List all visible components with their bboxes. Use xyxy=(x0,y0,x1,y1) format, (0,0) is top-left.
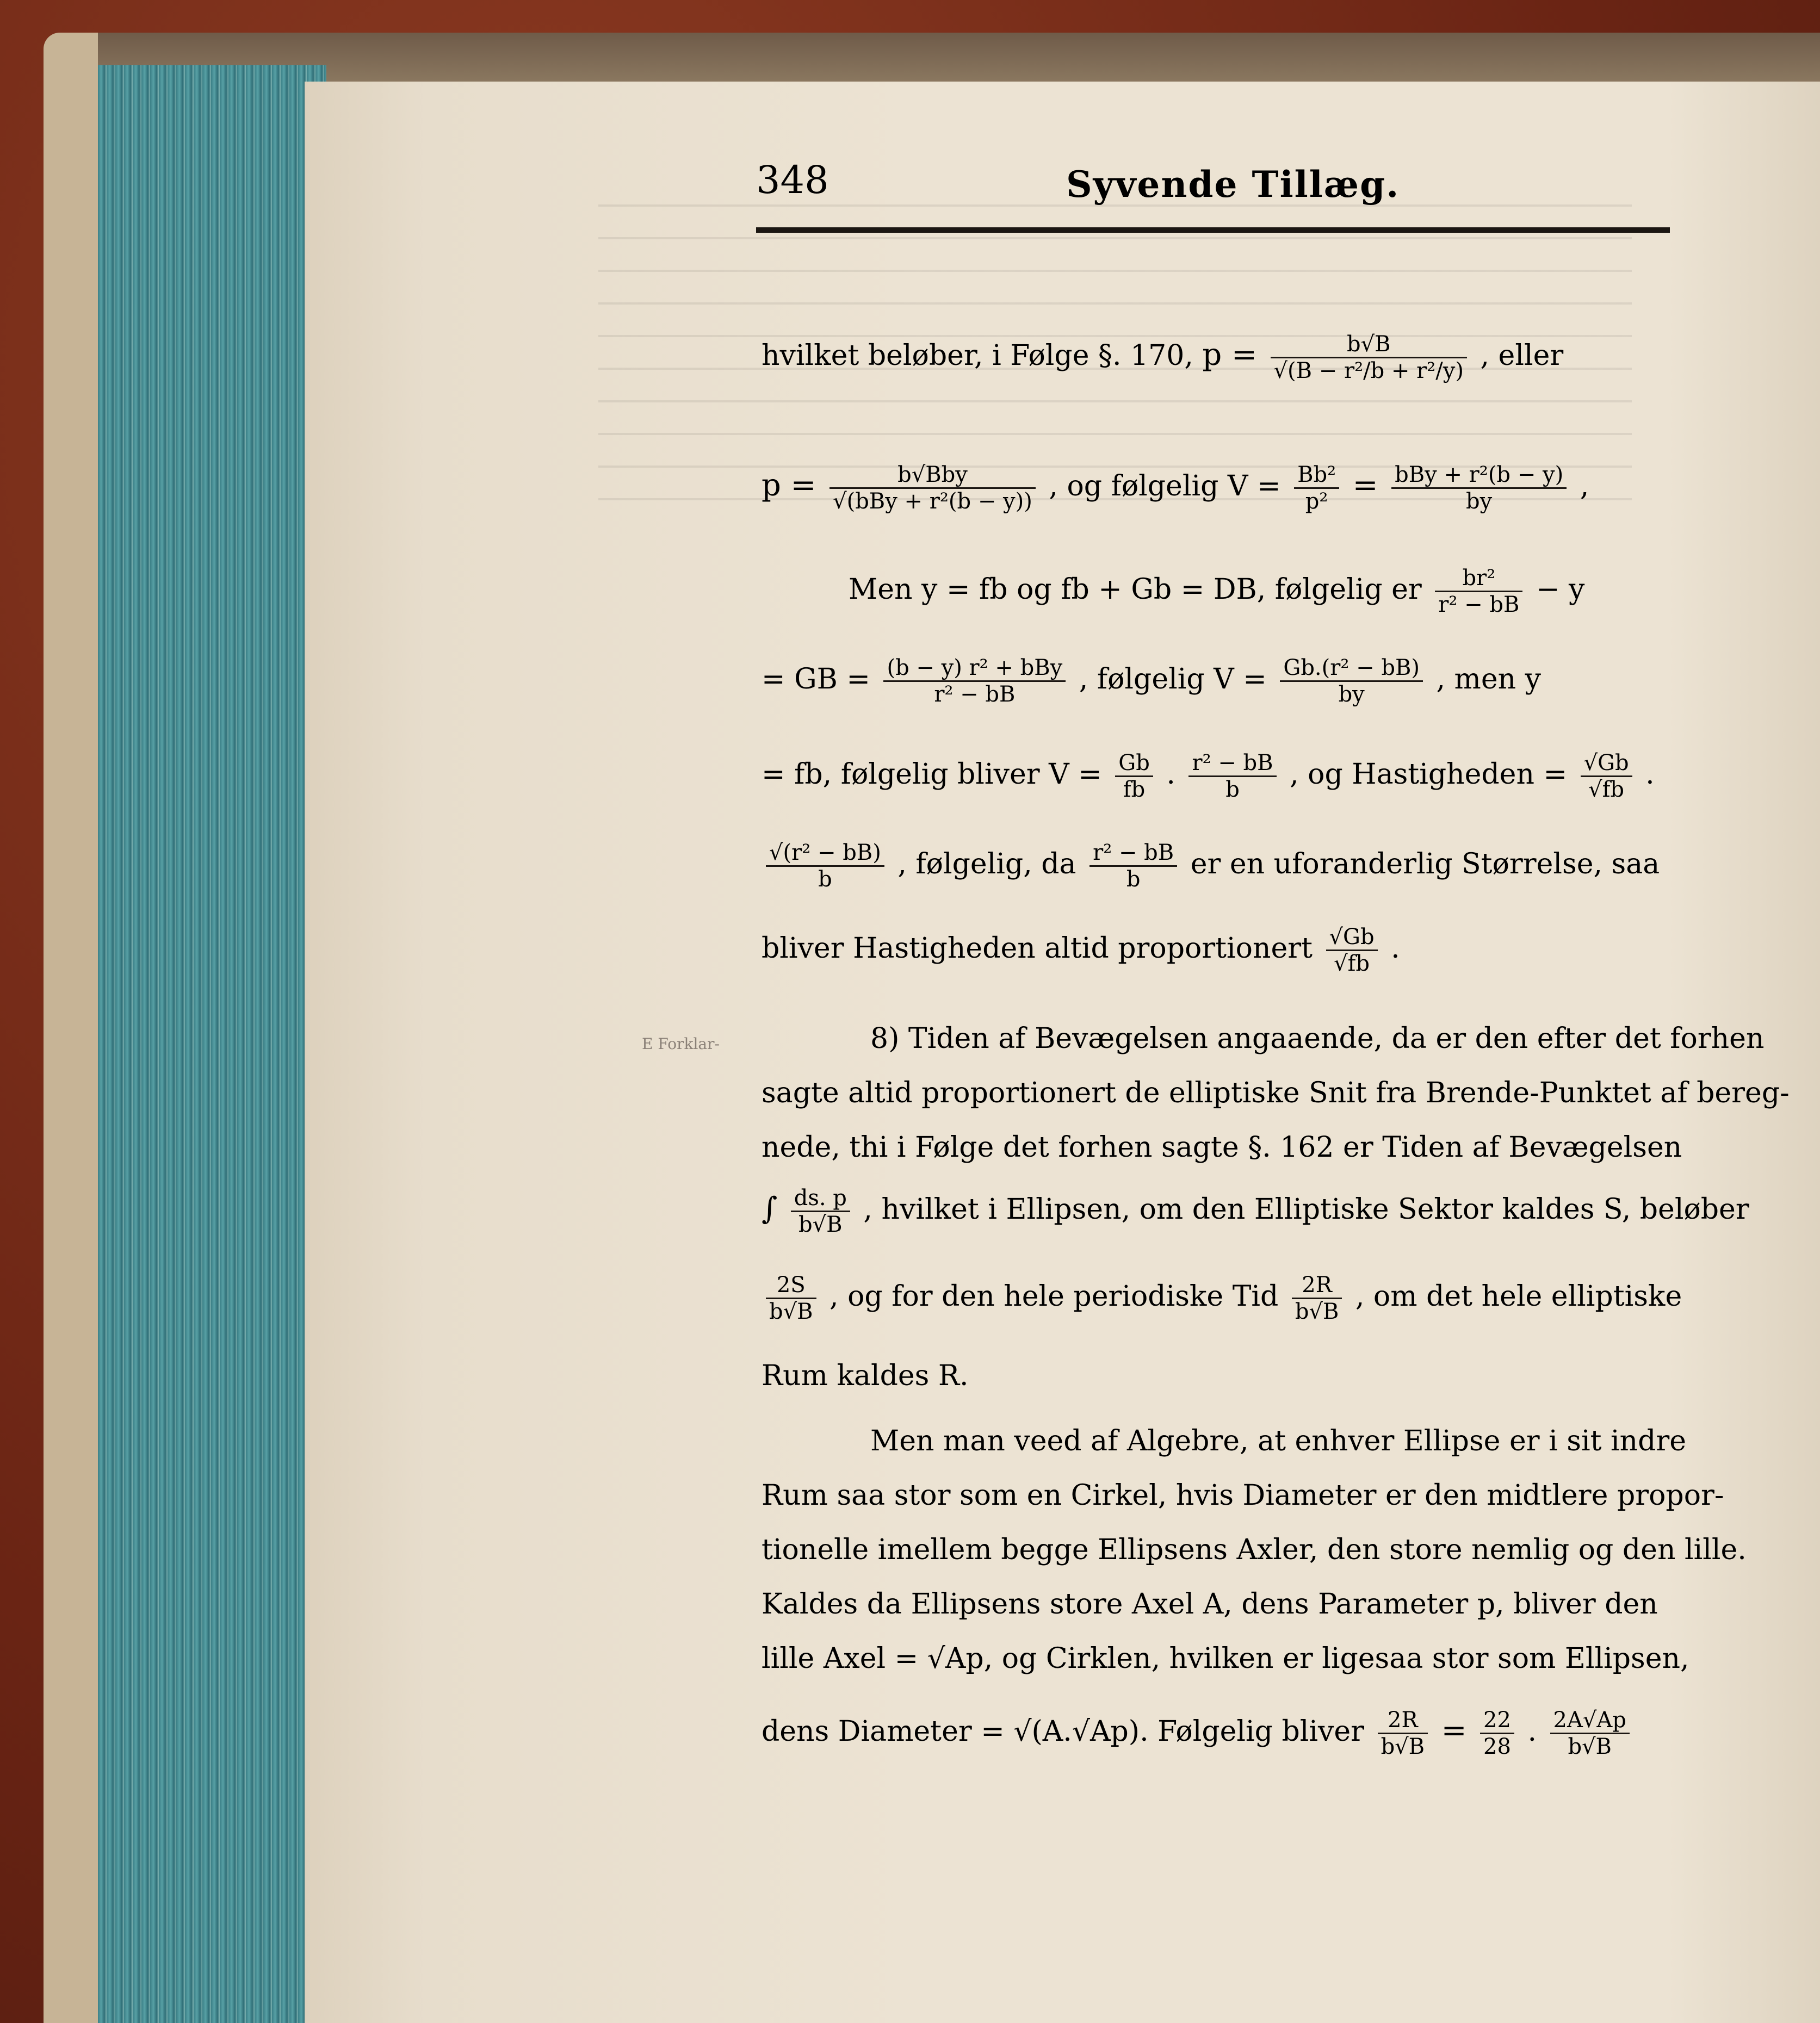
text: , og for den hele periodiske Tid xyxy=(829,1280,1279,1313)
fraction xyxy=(1550,1708,1630,1759)
text: , men y xyxy=(1436,663,1542,696)
symbol: = xyxy=(1441,1713,1467,1748)
formula-line-4 xyxy=(762,655,1541,707)
fraction xyxy=(1089,840,1177,892)
formula-line-2 xyxy=(762,462,1589,514)
denominator: b xyxy=(1126,867,1141,892)
denominator: 28 xyxy=(1483,1734,1511,1759)
para8-line-2 xyxy=(762,1077,1790,1109)
denominator: b√B xyxy=(769,1299,813,1324)
text: Rum kaldes R. xyxy=(762,1360,969,1392)
fraction xyxy=(1480,1708,1514,1759)
text: . xyxy=(1391,932,1400,965)
para8-line-5 xyxy=(762,1273,1682,1324)
denominator: b√B xyxy=(1381,1734,1425,1759)
para9-line-4 xyxy=(762,1588,1658,1621)
denominator: by xyxy=(1338,682,1365,707)
text: . xyxy=(1527,1715,1537,1748)
fraction xyxy=(1115,750,1153,802)
text: , følgelig V = xyxy=(1079,663,1267,696)
text: dens Diameter = √(A.√Ap). Følgelig bliver xyxy=(762,1715,1365,1748)
numerator: 22 xyxy=(1480,1708,1514,1734)
fraction xyxy=(766,1273,816,1324)
formula-line-3 xyxy=(849,566,1584,617)
formula-line-7 xyxy=(762,924,1400,976)
numerator: 2R xyxy=(1292,1273,1342,1299)
numerator: ds. p xyxy=(791,1186,850,1212)
formula-line-6 xyxy=(762,840,1660,892)
text: tionelle imellem begge Ellipsens Axler, den store nemlig og den lille. xyxy=(762,1534,1747,1566)
numerator: 2A√Ap xyxy=(1550,1708,1630,1734)
page-edges xyxy=(98,65,326,2023)
denominator: b√B xyxy=(1568,1734,1612,1759)
denominator: b√B xyxy=(798,1212,843,1237)
text: , om det hele elliptiske xyxy=(1355,1280,1682,1313)
numerator: 2S xyxy=(766,1273,816,1299)
para9-line-1 xyxy=(870,1425,1686,1457)
formula-line-5 xyxy=(762,750,1655,802)
denominator: by xyxy=(1466,489,1493,514)
text: , xyxy=(1580,470,1589,502)
text: 8) Tiden af Bevægelsen angaaende, da er den efter det forhen xyxy=(870,1022,1765,1055)
margin-note: E Forklar- xyxy=(642,1035,720,1053)
denominator: r² − bB xyxy=(1438,592,1520,617)
text: . xyxy=(1645,758,1655,791)
para8-line-6 xyxy=(762,1360,969,1392)
text: er en uforanderlig Størrelse, saa xyxy=(1190,848,1660,880)
para8-line-1 xyxy=(870,1022,1764,1055)
numerator: Bb² xyxy=(1294,462,1339,489)
para8-line-3 xyxy=(762,1131,1682,1164)
numerator: √Gb xyxy=(1581,750,1632,777)
denominator: √fb xyxy=(1334,951,1370,976)
text: nede, thi i Følge det forhen sagte §. 162 er Tiden af Bevægelsen xyxy=(762,1131,1682,1164)
denominator: √fb xyxy=(1588,777,1625,802)
para9-line-2 xyxy=(762,1479,1724,1512)
fraction xyxy=(829,462,1036,514)
text: , og Hastigheden = xyxy=(1290,758,1568,791)
denominator: b xyxy=(1225,777,1240,802)
text: lille Axel = √Ap, og Cirklen, hvilken er ligesaa stor som Ellipsen, xyxy=(762,1642,1689,1675)
fraction xyxy=(1581,750,1632,802)
header-rule xyxy=(756,227,1670,233)
numerator: br² xyxy=(1435,566,1522,592)
fraction xyxy=(1326,924,1378,976)
fraction xyxy=(883,655,1066,707)
numerator: Gb xyxy=(1115,750,1153,777)
para8-line-4 xyxy=(762,1186,1749,1237)
text: Rum saa stor som en Cirkel, hvis Diameter er den midtlere propor- xyxy=(762,1479,1724,1512)
numerator: √(r² − bB) xyxy=(766,840,884,867)
denominator: r² − bB xyxy=(934,682,1016,707)
denominator: √(bBy + r²(b − y)) xyxy=(833,489,1032,514)
symbol: = xyxy=(1352,468,1378,503)
text: hvilket beløber, i Følge §. 170, xyxy=(762,339,1193,372)
text: , eller xyxy=(1480,339,1564,372)
numerator: r² − bB xyxy=(1089,840,1177,867)
page-number: 348 xyxy=(756,158,829,202)
numerator: 2R xyxy=(1378,1708,1428,1734)
text: = GB = xyxy=(762,663,870,696)
text: Men man veed af Algebre, at enhver Ellipse er i sit indre xyxy=(870,1425,1687,1457)
text: sagte altid proportionert de elliptiske Snit fra Brende-Punktet af bereg- xyxy=(762,1077,1790,1109)
page-header xyxy=(756,158,1820,228)
text: Kaldes da Ellipsens store Axel A, dens Parameter p, bliver den xyxy=(762,1588,1658,1621)
fraction xyxy=(1188,750,1276,802)
fraction xyxy=(1292,1273,1342,1324)
numerator: (b − y) r² + bBy xyxy=(883,655,1066,682)
text: , og følgelig V = xyxy=(1049,470,1281,502)
fraction xyxy=(791,1186,850,1237)
integral-symbol: ∫ xyxy=(762,1191,778,1226)
text: Men y = fb og fb + Gb = DB, følgelig er xyxy=(849,573,1422,606)
formula-line-1 xyxy=(762,332,1563,383)
denominator: b xyxy=(818,867,832,892)
fraction xyxy=(1280,655,1423,707)
fraction xyxy=(766,840,884,892)
running-head: Syvende Tillæg. xyxy=(1066,163,1400,206)
symbol: p = xyxy=(762,468,816,503)
denominator: b√B xyxy=(1295,1299,1339,1324)
numerator: √Gb xyxy=(1326,924,1378,951)
text: − y xyxy=(1536,573,1585,606)
text: , følgelig, da xyxy=(897,848,1076,880)
denominator: √(B − r²/b + r²/y) xyxy=(1273,358,1464,383)
para9-line-5 xyxy=(762,1642,1689,1675)
text: = fb, følgelig bliver V = xyxy=(762,758,1102,791)
fraction xyxy=(1294,462,1339,514)
text: bliver Hastigheden altid proportionert xyxy=(762,932,1313,965)
book-top-edge xyxy=(98,33,1820,82)
numerator: bBy + r²(b − y) xyxy=(1391,462,1567,489)
numerator: Gb.(r² − bB) xyxy=(1280,655,1423,682)
numerator: r² − bB xyxy=(1188,750,1276,777)
text: , hvilket i Ellipsen, om den Elliptiske Sektor kaldes S, beløber xyxy=(863,1193,1749,1226)
denominator: fb xyxy=(1123,777,1146,802)
para9-line-3 xyxy=(762,1534,1747,1566)
numerator: b√B xyxy=(1271,332,1467,358)
symbol: p = xyxy=(1202,337,1257,373)
denominator: p² xyxy=(1305,489,1328,514)
fraction xyxy=(1435,566,1522,617)
numerator: b√Bby xyxy=(829,462,1036,489)
text: . xyxy=(1166,758,1175,791)
fraction xyxy=(1391,462,1567,514)
fraction xyxy=(1378,1708,1428,1759)
para9-line-6 xyxy=(762,1708,1634,1759)
fraction xyxy=(1271,332,1467,383)
